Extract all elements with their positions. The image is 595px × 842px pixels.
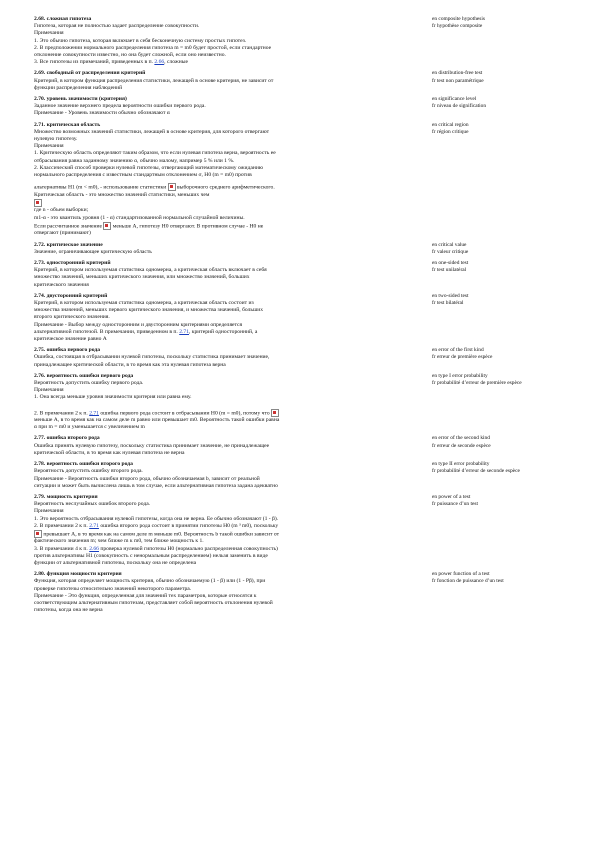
text-line: Примечание - Вероятность ошибки второго рода, обычно обозначаемая b, зависит от реальной: [34, 475, 260, 482]
text-line: 2. Классический способ проверки нулевой гипотезы, отвергающий математическому ожиданию: [34, 164, 264, 171]
text-line: второго критического значения.: [34, 314, 110, 321]
text-line: 3. Все гипотезы из примечаний, приведенных в п. 2.66, сложные: [34, 59, 188, 66]
term-heading: 2.70. уровень значимости (критерия): [34, 96, 127, 103]
text-line: Примечания: [34, 30, 64, 37]
text-line: 1. Она всегда меньше уровня значимости критерия или равна ему.: [34, 394, 192, 401]
translation-en: en power of a test: [432, 493, 471, 500]
entry-e275: [34, 347, 564, 369]
text-line: Значение, ограничивающее критическую область: [34, 248, 152, 255]
text-line: Гипотеза, которая не полностью задает распределение совокупности.: [34, 23, 200, 30]
broken-image-icon: [34, 199, 42, 207]
entry-e268: [34, 16, 564, 66]
text-line: Критерий, в котором функция распределения статистики, лежащей в основе критерия, не зависит от: [34, 77, 274, 84]
entry-row: [34, 70, 564, 92]
russian-text: [34, 260, 429, 289]
entry-e270: [34, 96, 564, 118]
translations: [432, 293, 564, 343]
translations: [432, 571, 564, 614]
text-line: критической области, в то время как нулевая гипотеза не верна: [34, 449, 185, 456]
text-line: Примечания: [34, 387, 64, 394]
document-page: [34, 16, 564, 618]
russian-text: [34, 122, 429, 180]
term-heading: 2.77. ошибка второго рода: [34, 435, 100, 442]
entry-row: [34, 494, 564, 567]
text-line: Примечания: [34, 143, 64, 150]
text-line: Вероятность неслучайных ошибок второго рода.: [34, 501, 151, 508]
translations: [432, 373, 564, 432]
cross-reference-link[interactable]: 2.71: [179, 328, 189, 335]
entry-e274: [34, 293, 564, 343]
text-line: [34, 199, 429, 207]
translations: [432, 96, 564, 118]
translations: [432, 122, 564, 180]
term-heading: 2.75. ошибка первого рода: [34, 347, 101, 354]
text-line: Ошибка, состоящая в отбрасывании нулевой гипотезы, поскольку статистика принимает значение,: [34, 354, 270, 361]
entry-row: [34, 461, 564, 490]
broken-image-icon: [34, 530, 42, 538]
text-line: Вероятность допустить ошибку второго рода.: [34, 468, 143, 475]
text-line: 1. Критическую область определяют таким образом, что если нулевая гипотеза верна, вероятность ее: [34, 150, 276, 157]
text-line: где n - объем выборки;: [34, 207, 89, 214]
term-heading: 2.76. вероятность ошибки первого рода: [34, 372, 134, 379]
text-line: Если рассчитанное значение меньше A, гипотезу H0 отвергают. В противном случае - H0 не: [34, 223, 264, 230]
entry-e271: [34, 122, 564, 180]
text-line: α при m = m0 и уменьшается с увеличением m: [34, 424, 145, 431]
entry-e276: [34, 373, 564, 432]
entry-e269: [34, 70, 564, 92]
text-line: функции распределения наблюдений: [34, 84, 123, 91]
translations: [432, 435, 564, 457]
text-line: 2. В примечании 2 к п. 2.71 ошибка первого рода состоит в отбрасывании H0 (m = m0), потому что: [34, 409, 429, 417]
entry-row: [34, 293, 564, 343]
translation-en: en type I error probability: [432, 372, 488, 379]
text-line: соответствующим альтернативным гипотезам, представляет собой вероятность отклонения нулевой: [34, 600, 273, 607]
text-line: Функция, которая определяет мощность критерия, обычно обозначаемую (1 - β) или (1 - Pβ), при: [34, 578, 266, 585]
translation-en: en critical region: [432, 121, 469, 128]
entry-row: [34, 242, 564, 256]
text-line: фактического значения m; чем ближе m к m0, тем ближе мощность к 1.: [34, 538, 204, 545]
translations: [432, 183, 564, 237]
entry-row: [34, 96, 564, 118]
text-line: критического значения: [34, 281, 89, 288]
text-line: Примечания: [34, 508, 64, 515]
text-line: альтернативы H1 (m < m0), - использование статистики выборочного среднего арифметического.: [34, 184, 275, 191]
text-line: 1. Это вероятность отбрасывания нулевой гипотезы, когда она не верна. Ее обычно обозначают (1 - β).: [34, 515, 279, 522]
term-heading: 2.78. вероятность ошибки второго рода: [34, 461, 133, 468]
entry-row: [34, 347, 564, 369]
entry-row: [34, 435, 564, 457]
text-line: 2. В примечании 2 к п. 2.71 ошибка второго рода состоит в принятии гипотезы H0 (m ³ m0), поскольку: [34, 522, 279, 529]
text-line: превышает A, в то время как на самом деле m меньше m0. Вероятность b такой ошибки зависит от: [34, 530, 429, 538]
term-heading: 2.69. свободный от распределения критерий: [34, 70, 146, 77]
translations: [432, 347, 564, 369]
cross-reference-link[interactable]: 2.66: [89, 545, 99, 552]
translation-en: en distribution-free test: [432, 70, 483, 77]
translation-fr: fr erreur de première espèce: [432, 354, 493, 361]
cross-reference-link[interactable]: 2.66: [154, 59, 165, 66]
text-line: Критерий, в котором используемая статистика одномерна, а критическая область включает в себя: [34, 267, 267, 274]
entry-e273: [34, 260, 564, 289]
translation-en: en significance level: [432, 96, 477, 103]
translation-en: en error of the second kind: [432, 435, 490, 442]
translation-en: en two-sided test: [432, 292, 469, 299]
russian-text: [34, 347, 429, 369]
translations: [432, 16, 564, 66]
translation-fr: fr test non paramétrique: [432, 77, 484, 84]
text-line: Критическая область - это множество значений статистики, меньших чем: [34, 191, 210, 198]
translation-en: en composite hypothesis: [432, 16, 486, 22]
translation-en: en power function of a test: [432, 571, 490, 578]
translations: [432, 260, 564, 289]
text-line: [34, 402, 429, 409]
term-heading: 2.79. мощность критерия: [34, 493, 98, 500]
translation-en: en error of the first kind: [432, 347, 484, 354]
text-line: против альтернативы H1 (совокупность с ненормальным распределением) нельзя заменить в виде: [34, 552, 268, 559]
text-line: Заданное значение верхнего предела вероятности ошибки первого рода.: [34, 103, 206, 110]
translation-fr: fr valeur critique: [432, 248, 469, 255]
russian-text: [34, 435, 429, 457]
text-line: Множество возможных значений статистики, лежащей в основе критерия, для которого отвергают: [34, 128, 270, 135]
russian-text: [34, 70, 429, 92]
text-line: меньше A, в то время как на самом деле m равно или превышает m0. Вероятность такой ошибки равна: [34, 417, 280, 424]
translation-en: en type II error probability: [432, 461, 490, 468]
term-heading: 2.73. односторонний критерий: [34, 259, 111, 266]
entry-row: [34, 122, 564, 180]
russian-text: [34, 293, 429, 343]
text-line: ситуации и может быть вычислена лишь в том случае, если альтернативная гипотеза задана адекватно: [34, 482, 278, 489]
translation-fr: fr niveau de signification: [432, 103, 487, 110]
text-line: 2. В предположении нормального распределения гипотеза m = m0 будет простой, если стандартное: [34, 44, 272, 51]
translation-fr: fr puissance d’un test: [432, 501, 478, 508]
translation-fr: fr test bilatéral: [432, 299, 464, 306]
broken-image-icon: [168, 183, 176, 191]
term-heading: 2.68. сложная гипотеза: [34, 16, 92, 22]
entry-e280: [34, 571, 564, 614]
text-line: множество значений, меньших критического значения, или множество значений, больших: [34, 274, 250, 281]
text-line: гипотезы, когда она не верна: [34, 607, 103, 614]
text-line: альтернативной гипотезой. В примечании, приведенном в п. 2.71, критерий односторонний, а: [34, 328, 258, 335]
entry-e272: [34, 242, 564, 256]
text-line: 3. В примечании 4 к п. 2.66 проверка нулевой гипотезы H0 (нормально распределенная совокупность): [34, 545, 278, 552]
translation-en: en critical value: [432, 241, 467, 248]
term-heading: 2.74. двусторонний критерий: [34, 292, 108, 299]
text-line: Критерий, в котором используемая статистика одномерна, а критическая область состоит из: [34, 299, 254, 306]
translations: [432, 494, 564, 567]
text-line: Примечание - Выбор между односторонним и двусторонним критериями определяется: [34, 321, 243, 328]
translation-fr: fr région critique: [432, 128, 469, 135]
russian-text: [34, 373, 429, 432]
text-line: нулевую гипотезу.: [34, 136, 78, 143]
cross-reference-link[interactable]: 2.71: [89, 522, 99, 529]
broken-image-icon: [271, 409, 279, 417]
text-line: m1-α - это квантиль уровня (1 - α) стандартизованной нормальной случайной величины.: [34, 214, 245, 221]
entry-e277: [34, 435, 564, 457]
text-line: проверке гипотезы относительно значений некоторого параметра.: [34, 585, 192, 592]
russian-text: [34, 461, 429, 490]
entry-row: [34, 183, 564, 237]
translations: [432, 70, 564, 92]
term-heading: 2.80. функция мощности критерия: [34, 571, 122, 578]
entry-e278: [34, 461, 564, 490]
text-line: множества значений, меньших первого критического значения, и множества значений, больших: [34, 307, 264, 314]
translation-fr: fr probabilité d’erreur de première espèce: [432, 379, 522, 386]
russian-text: [34, 16, 429, 66]
term-heading: 2.72. критическое значение: [34, 241, 103, 248]
text-line: отбрасывания равна заданному значению α, обычно малому, например 5 % или 1 %.: [34, 157, 235, 164]
broken-image-icon: [103, 222, 111, 230]
text-line: Вероятность допустить ошибку первого рода.: [34, 379, 144, 386]
text-line: критическое значение равно A: [34, 335, 107, 342]
translation-fr: fr probabilité d’erreur de seconde espèce: [432, 468, 520, 475]
text-line: 1. Это обычно гипотеза, которая включает в себя бесконечную систему простых гипотез.: [34, 37, 247, 44]
russian-text: [34, 571, 429, 614]
translation-en: en one-sided test: [432, 259, 469, 266]
text-line: функции от альтернативной гипотезы, поскольку она не определена: [34, 560, 197, 567]
entry-row: [34, 260, 564, 289]
translation-fr: fr test unilatéral: [432, 267, 467, 274]
cross-reference-link[interactable]: 2.71: [89, 409, 99, 416]
russian-text: [34, 96, 429, 118]
text-line: нормального распределения с известным стандартным отклонением σ, H0 (m = m0) против: [34, 172, 252, 179]
text-line: отклонение совокупности известно, но она будет сложной, если оно неизвестно.: [34, 52, 226, 59]
text-line: Примечание - Это функция, определенная для значений тех параметров, которые относятся к: [34, 592, 257, 599]
entry-row: [34, 16, 564, 66]
translations: [432, 242, 564, 256]
translations: [432, 461, 564, 490]
translation-fr: fr hypothèse composite: [432, 23, 483, 30]
russian-text: [34, 242, 429, 256]
russian-text: [34, 494, 429, 567]
term-heading: 2.71. критическая область: [34, 121, 101, 128]
text-line: Ошибка принять нулевую гипотезу, поскольку статистика принимает значение, не принадлежащее: [34, 442, 270, 449]
entry-e271b: [34, 183, 564, 237]
entry-row: [34, 571, 564, 614]
entry-e279: [34, 494, 564, 567]
text-line: принадлежащее критической области, в то время как эта нулевая гипотеза верна: [34, 361, 226, 368]
russian-text: [34, 183, 429, 237]
entry-row: [34, 373, 564, 432]
text-line: Примечание - Уровень значимости обычно обозначают α: [34, 110, 170, 117]
translation-fr: fr fonction de puissance d’un test: [432, 578, 504, 585]
text-line: отвергают (принимают): [34, 230, 91, 237]
translation-fr: fr erreur de seconde espèce: [432, 442, 491, 449]
